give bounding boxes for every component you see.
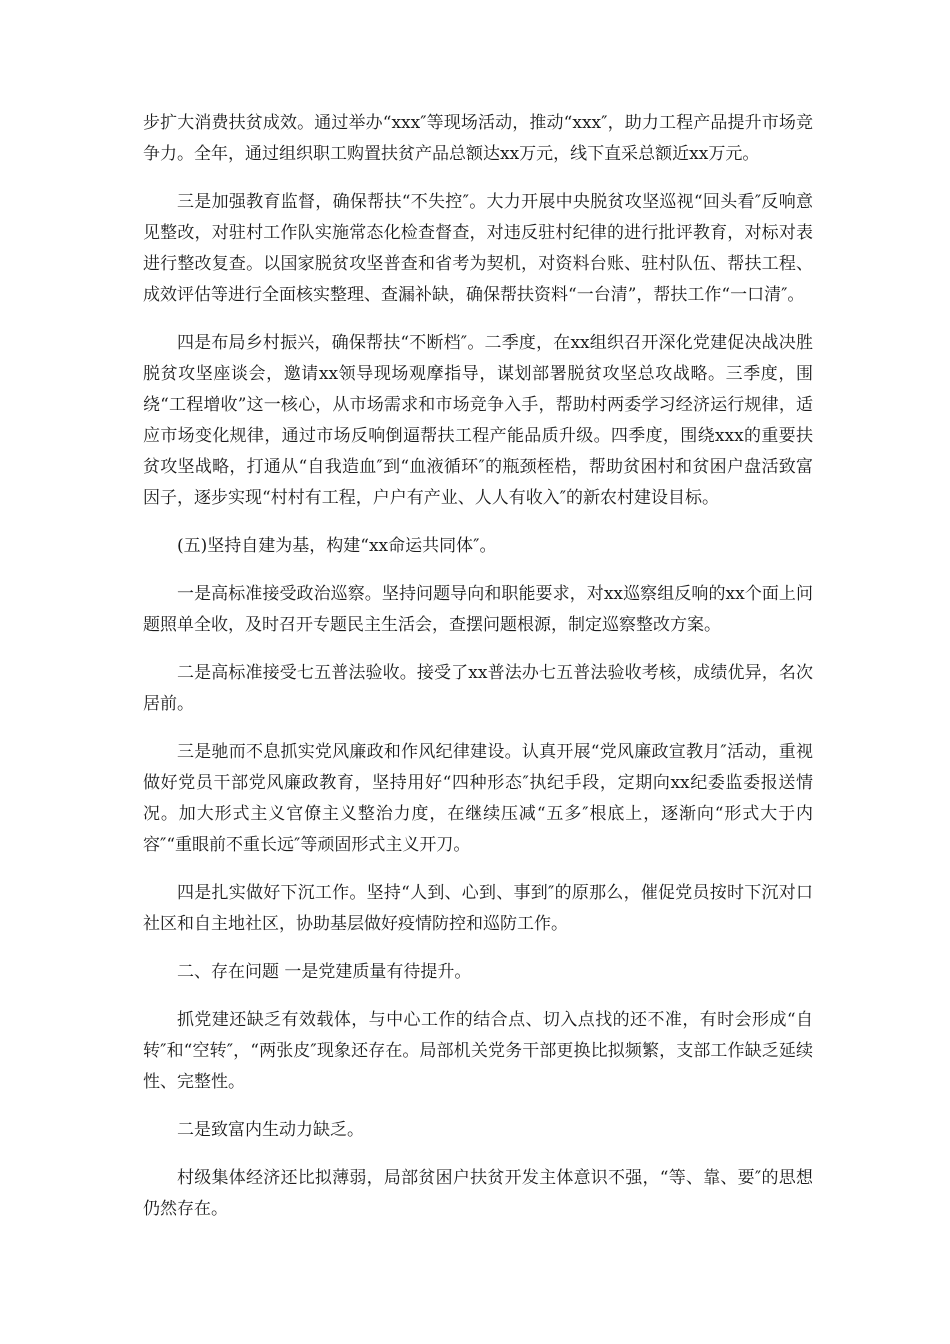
paragraph-party-building-issues: 抓党建还缺乏有效载体，与中心工作的结合点、切入点找的还不准，有时会形成“自转″和“空转″，“两张皮″现象还存在。局部机关党务干部更换比拟频繁，支部工作缺乏延续性、完整性。 — [143, 1010, 813, 1092]
paragraph-rural-revitalization: 四是布局乡村振兴，确保帮扶“不断档″。二季度，在xx组织召开深化党建促决战决胜脱贫攻坚座谈会，邀请xx领导现场观摩指导，谋划部署脱贫攻坚总攻战略。三季度，围绕“工程增收”这一核心，从市场需求和市场竞争入手，帮助村两委学习经济运行规律，适应市场变化规律，通过市场反响倒逼帮扶工程产能品质升级。四季度，围绕xxx的重要扶贫攻坚战略，打通从“自我造血″到“血液循环″的瓶颈桎梏，帮助贫困村和贫困户盘活致富因子，逐步实现“村村有工程，户户有产业、人人有收入″的新农村建设目标。 — [143, 333, 813, 508]
paragraph-education-supervision: 三是加强教育监督，确保帮扶“不失控″。大力开展中央脱贫攻坚巡视“回头看″反响意见整改，对驻村工作队实施常态化检查督查，对违反驻村纪律的进行批评教育，对标对表进行整改复查。以国家脱贫攻坚普查和省考为契机，对资料台账、驻村队伍、帮扶工程、成效评估等进行全面核实整理、查漏补缺，确保帮扶资料“一台清”，帮扶工作“一口清″。 — [143, 192, 813, 305]
paragraph-legal-education-acceptance: 二是高标准接受七五普法验收。接受了xx普法办七五普法验收考核，成绩优异，名次居前。 — [143, 663, 813, 714]
paragraph-party-conduct: 三是驰而不息抓实党风廉政和作风纪律建设。认真开展“党风廉政宣教月″活动，重视做好党员干部党风廉政教育，坚持用好“四种形态″执纪手段，定期向xx纪委监委报送情况。加大形式主义官僚主义整治力度，在继续压减“五多″根底上，逐渐向“形式大于内容″“重眼前不重长远″等顽固形式主义开刀。 — [143, 742, 813, 855]
section-heading-problems: 二、存在问题 一是党建质量有待提升。 — [177, 962, 472, 982]
document-body — [143, 108, 813, 1242]
paragraph-community-work: 四是扎实做好下沉工作。坚持“人到、心到、事到″的原那么，催促党员按时下沉对口社区和自主地社区，协助基层做好疫情防控和巡防工作。 — [143, 883, 813, 934]
paragraph-consumption-poverty-relief: 步扩大消费扶贫成效。通过举办“xxx″等现场活动，推动“xxx″，助力工程产品提升市场竞争力。全年，通过组织职工购置扶贫产品总额达xx万元，线下直采总额近xx万元。 — [143, 113, 813, 164]
paragraph-collective-economy: 村级集体经济还比拟薄弱，局部贫困户扶贫开发主体意识不强，“等、靠、要″的思想仍然存在。 — [143, 1168, 813, 1219]
paragraph-political-inspection: 一是高标准接受政治巡察。坚持问题导向和职能要求，对xx巡察组反响的xx个面上问题照单全收，及时召开专题民主生活会，查摆问题根源，制定巡察整改方案。 — [143, 584, 813, 635]
section-heading-five: (五)坚持自建为基，构建“xx命运共同体″。 — [177, 536, 497, 556]
subheading-lack-of-motivation: 二是致富内生动力缺乏。 — [177, 1120, 364, 1140]
